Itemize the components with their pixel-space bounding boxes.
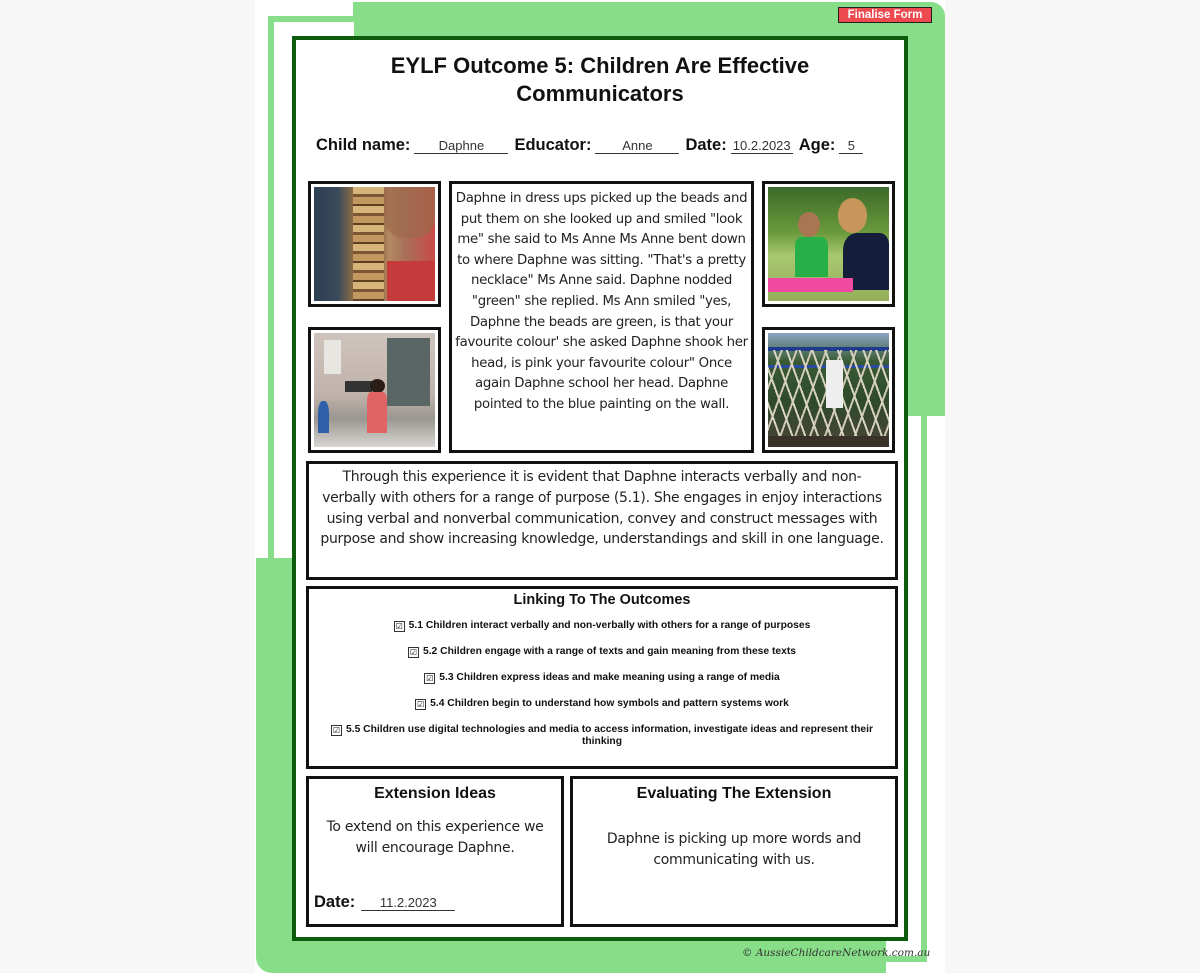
learning-summary-box <box>306 461 898 580</box>
outcome-item-5-3: ☑ 5.3 Children express ideas and make meaning using a range of media <box>426 672 780 683</box>
outcome-item-5-5: ☑ 5.5 Children use digital technologies and media to access information, investigate ideas and represent their thinking <box>332 724 873 747</box>
checkbox-checked-icon[interactable]: ☑ <box>409 648 418 657</box>
learning-summary-text: Through this experience it is evident that Daphne interacts verbally and non-verbally with others for a range of purpose (5.1). She engages in enjoy interactions using verbal and nonverbal communication, convey and construct messages with purpose and show increasing knowledge, understandings and skill in one language. <box>320 469 884 548</box>
children-playing-photo <box>762 181 895 307</box>
outcome-item-5-2: ☑ 5.2 Children engage with a range of texts and gain meaning from these texts <box>409 646 797 657</box>
extension-ideas-title: Extension Ideas <box>374 785 496 802</box>
extension-date-row <box>314 893 455 912</box>
frame-inner-white <box>274 22 292 558</box>
observation-story-box <box>449 181 754 453</box>
child-info-row <box>316 136 896 155</box>
checkbox-checked-icon[interactable]: ☑ <box>332 726 341 735</box>
outcome-item-5-4: ☑ 5.4 Children begin to understand how symbols and pattern systems work <box>417 698 789 709</box>
child-name-field[interactable]: Daphne <box>414 139 508 154</box>
frame-right-line <box>921 414 927 962</box>
checkbox-checked-icon[interactable]: ☑ <box>417 700 425 709</box>
jenga-tower-photo <box>308 181 441 307</box>
rope-climb-photo <box>762 327 895 453</box>
observation-form <box>292 36 908 941</box>
date-label: Date: <box>685 136 727 154</box>
date-field[interactable]: 10.2.2023 <box>731 139 793 154</box>
extension-ideas-box <box>306 776 564 927</box>
outcomes-title: Linking To The Outcomes <box>513 592 691 608</box>
form-title-line1: EYLF Outcome 5: Children Are Effective <box>390 53 810 78</box>
evaluating-extension-box <box>570 776 898 927</box>
educator-field[interactable]: Anne <box>595 139 679 154</box>
checkbox-checked-icon[interactable]: ☑ <box>426 674 434 683</box>
form-title-line2: Communicators <box>516 81 684 106</box>
observation-story-text: Daphne in dress ups picked up the beads and put them on she looked up and smiled "look me" she said to Ms Anne Ms Anne bent down to where Daphne was sitting. "That's a pretty necklace" Ms Anne said. Daphne nodded "green" she replied. Ms Ann smiled "yes, Daphne the beads are green, is that your favourite colour' she asked Daphne shook her head, is pink your favourite colour" Once again Daphne school her head. Daphne pointed to the blue painting on the wall. <box>455 191 748 412</box>
copyright-notice: © AussieChildcareNetwork.com.au <box>742 947 931 959</box>
extension-date-field[interactable]: 11.2.2023 <box>361 895 455 911</box>
finalise-form-button[interactable]: Finalise Form <box>838 7 932 23</box>
evaluating-extension-text: Daphne is picking up more words and communicating with us. <box>606 831 862 868</box>
age-field[interactable]: 5 <box>839 139 863 154</box>
outcome-item-5-1: ☑ 5.1 Children interact verbally and non-verbally with others for a range of purposes <box>395 620 811 631</box>
age-label: Age: <box>798 136 836 154</box>
extension-date-label: Date: <box>314 893 356 911</box>
linking-outcomes-box <box>306 586 898 769</box>
child-name-label: Child name: <box>316 136 411 154</box>
checkbox-checked-icon[interactable]: ☑ <box>395 622 403 631</box>
form-title <box>296 52 904 108</box>
educator-label: Educator: <box>514 136 592 154</box>
bubbles-photo <box>308 327 441 453</box>
evaluating-extension-title: Evaluating The Extension <box>636 785 832 802</box>
extension-ideas-text: To extend on this experience we will encourage Daphne. <box>326 819 544 856</box>
